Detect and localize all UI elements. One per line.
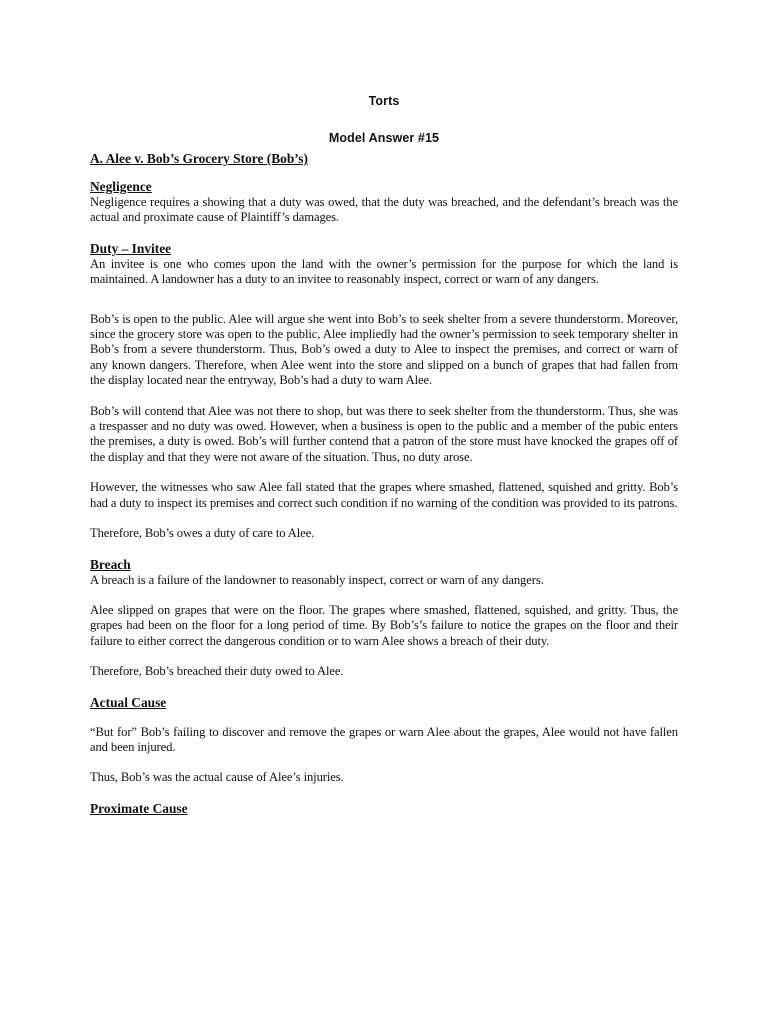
paragraph: An invitee is one who comes upon the land with the owner’s permission for the purpose for which the land is maintained. A landowner has a duty to an invitee to reasonably inspect, correct or warn of any dangers. xyxy=(90,256,678,287)
case-heading: A. Alee v. Bob’s Grocery Store (Bob’s) xyxy=(90,151,308,166)
paragraph: However, the witnesses who saw Alee fall stated that the grapes where smashed, flattened, squished and gritty. Bob’s had a duty to inspect its premises and correct such condition if no warning of the condition was provided to its patrons. xyxy=(90,480,678,510)
section-heading-proximate-cause: Proximate Cause xyxy=(90,800,188,816)
section-actual-cause xyxy=(90,695,678,786)
section-heading-negligence: Negligence xyxy=(90,179,152,194)
paragraph: Alee slipped on grapes that were on the floor. The grapes where smashed, flattened, squished, and gritty. Thus, the grapes had been on the floor for a long period of time. By Bob’s’s failure to notice the grapes on the floor and their failure to either correct the dangerous condition or to warn Alee shows a breach of their duty. xyxy=(90,602,678,648)
paragraph: Therefore, Bob’s owes a duty of care to Alee. xyxy=(90,526,315,541)
paragraph: “But for” Bob’s failing to discover and remove the grapes or warn Alee about the grapes, Alee would not have fallen and been injured. xyxy=(90,724,678,754)
section-negligence xyxy=(90,179,678,226)
paragraph: Negligence requires a showing that a duty was owed, that the duty was breached, and the defendant’s breach was the actual and proximate cause of Plaintiff’s damages. xyxy=(90,195,678,225)
section-heading-breach: Breach xyxy=(90,556,131,572)
section-duty xyxy=(90,241,678,542)
section-heading-duty: Duty – Invitee xyxy=(90,240,172,256)
section-breach xyxy=(90,557,678,680)
paragraph: Bob’s is open to the public. Alee will argue she went into Bob’s to seek shelter from a severe thunderstorm. Moreover, since the grocery store was open to the public, Alee impliedly had the owner’s permission to seek temporary shelter in Bob’s from a severe thunderstorm. Thus, Bob’s owed a duty to Alee to inspect the premises, and correct or warn of any known dangers. Therefore, when Alee went into the store and slipped on a bunch of grapes that had fallen from the display located near the entryway, Bob’s had a duty to warn Alee. xyxy=(90,311,678,388)
paragraph: Therefore, Bob’s breached their duty owed to Alee. xyxy=(90,664,344,679)
document-subtitle: Model Answer #15 xyxy=(328,131,440,145)
section-proximate-cause xyxy=(90,801,678,817)
paragraph: Thus, Bob’s was the actual cause of Alee’s injuries. xyxy=(90,770,344,785)
document-content xyxy=(90,94,678,817)
section-heading-actual-cause: Actual Cause xyxy=(90,694,167,710)
paragraph: Bob’s will contend that Alee was not there to shop, but was there to seek shelter from the thunderstorm. Thus, she was a trespasser and no duty was owed. However, when a business is open to the public and a member of the pubic enters the premises, a duty is owed. Bob’s will further contend that a patron of the store must have knocked the grapes off of the display and that they were not aware of the situation. Thus, no duty arose. xyxy=(90,403,678,464)
paragraph: A breach is a failure of the landowner to reasonably inspect, correct or warn of any dangers. xyxy=(90,572,544,587)
document-title: Torts xyxy=(368,94,400,108)
